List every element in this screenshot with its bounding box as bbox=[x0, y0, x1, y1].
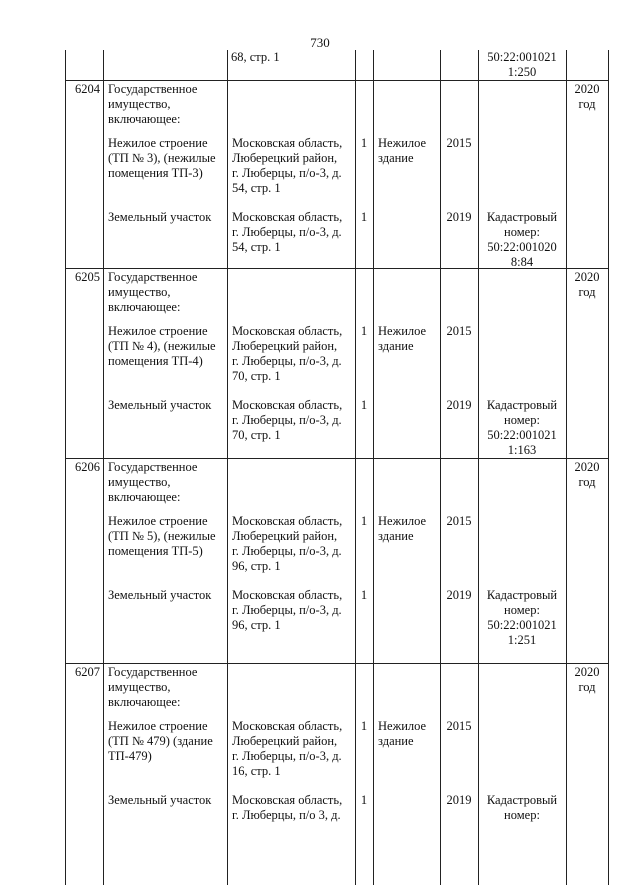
item-address: Московская область, г. Люберцы, п/о-3, д. 54, стр. 1 bbox=[232, 210, 343, 254]
item-name: Нежилое строение (ТП № 3), (нежилые помещения ТП-3) bbox=[108, 136, 216, 180]
record-end-year: 2020 год bbox=[574, 665, 600, 694]
item-cadastral: Кадастровый номер: bbox=[486, 793, 558, 822]
item-address: Московская область, Люберецкий район, г. Люберцы, п/о-3, д. 96, стр. 1 bbox=[232, 514, 343, 573]
record-end-year: 2020 год bbox=[574, 460, 600, 489]
table-column-rule bbox=[608, 50, 609, 885]
item-name: Земельный участок bbox=[108, 210, 212, 224]
item-year: 2019 bbox=[446, 398, 472, 412]
item-address: Московская область, г. Люберцы, п/о 3, д. bbox=[232, 793, 343, 822]
item-address: Московская область, г. Люберцы, п/о-3, д. 96, стр. 1 bbox=[232, 588, 343, 632]
page-number: 730 bbox=[310, 35, 330, 50]
item-quantity: 1 bbox=[360, 719, 368, 733]
item-name: Земельный участок bbox=[108, 588, 212, 602]
item-name: Нежилое строение (ТП № 5), (нежилые помещения ТП-5) bbox=[108, 514, 216, 558]
item-address: Московская область, г. Люберцы, п/о-3, д. 70, стр. 1 bbox=[232, 398, 343, 442]
item-year: 2015 bbox=[446, 136, 472, 150]
record-id: 6205 bbox=[75, 270, 100, 284]
record-title: Государственное имущество, включающее: bbox=[108, 82, 198, 126]
item-year: 2015 bbox=[446, 324, 472, 338]
item-year: 2015 bbox=[446, 719, 472, 733]
record-end-year: 2020 год bbox=[574, 82, 600, 111]
item-type: Нежилое здание bbox=[378, 324, 427, 353]
table-column-rule bbox=[440, 50, 441, 885]
fragment-address: 68, стр. 1 bbox=[231, 50, 280, 64]
item-type: Нежилое здание bbox=[378, 514, 427, 543]
item-name: Земельный участок bbox=[108, 793, 212, 807]
table-column-rule bbox=[227, 50, 228, 885]
item-quantity: 1 bbox=[360, 588, 368, 602]
item-year: 2019 bbox=[446, 210, 472, 224]
table-column-rule bbox=[355, 50, 356, 885]
record-id: 6207 bbox=[75, 665, 100, 679]
item-quantity: 1 bbox=[360, 210, 368, 224]
item-name: Земельный участок bbox=[108, 398, 212, 412]
item-year: 2019 bbox=[446, 588, 472, 602]
item-year: 2015 bbox=[446, 514, 472, 528]
item-cadastral: Кадастровый номер: 50:22:001020 8:84 bbox=[486, 210, 558, 269]
item-address: Московская область, Люберецкий район, г. Люберцы, п/о-3, д. 16, стр. 1 bbox=[232, 719, 343, 778]
item-quantity: 1 bbox=[360, 398, 368, 412]
fragment-cadastral: 50:22:001021 1:250 bbox=[487, 50, 557, 79]
record-id: 6204 bbox=[75, 82, 100, 96]
item-type: Нежилое здание bbox=[378, 136, 427, 165]
table-column-rule bbox=[103, 50, 104, 885]
table-row-rule bbox=[65, 458, 609, 459]
table-row-rule bbox=[65, 80, 609, 81]
item-address: Московская область, Люберецкий район, г. Люберцы, п/о-3, д. 54, стр. 1 bbox=[232, 136, 343, 195]
item-name: Нежилое строение (ТП № 4), (нежилые помещения ТП-4) bbox=[108, 324, 216, 368]
item-quantity: 1 bbox=[360, 793, 368, 807]
item-quantity: 1 bbox=[360, 514, 368, 528]
item-quantity: 1 bbox=[360, 136, 368, 150]
table-column-rule bbox=[478, 50, 479, 885]
table-row-rule bbox=[65, 663, 609, 664]
table-column-rule bbox=[566, 50, 567, 885]
item-year: 2019 bbox=[446, 793, 472, 807]
record-id: 6206 bbox=[75, 460, 100, 474]
table-column-rule bbox=[65, 50, 66, 885]
record-title: Государственное имущество, включающее: bbox=[108, 270, 198, 314]
item-address: Московская область, Люберецкий район, г. Люберцы, п/о-3, д. 70, стр. 1 bbox=[232, 324, 343, 383]
item-type: Нежилое здание bbox=[378, 719, 427, 748]
record-end-year: 2020 год bbox=[574, 270, 600, 299]
item-name: Нежилое строение (ТП № 479) (здание ТП-479) bbox=[108, 719, 213, 763]
item-cadastral: Кадастровый номер: 50:22:001021 1:163 bbox=[486, 398, 558, 457]
record-title: Государственное имущество, включающее: bbox=[108, 460, 198, 504]
record-title: Государственное имущество, включающее: bbox=[108, 665, 198, 709]
table-column-rule bbox=[373, 50, 374, 885]
item-quantity: 1 bbox=[360, 324, 368, 338]
item-cadastral: Кадастровый номер: 50:22:001021 1:251 bbox=[486, 588, 558, 647]
